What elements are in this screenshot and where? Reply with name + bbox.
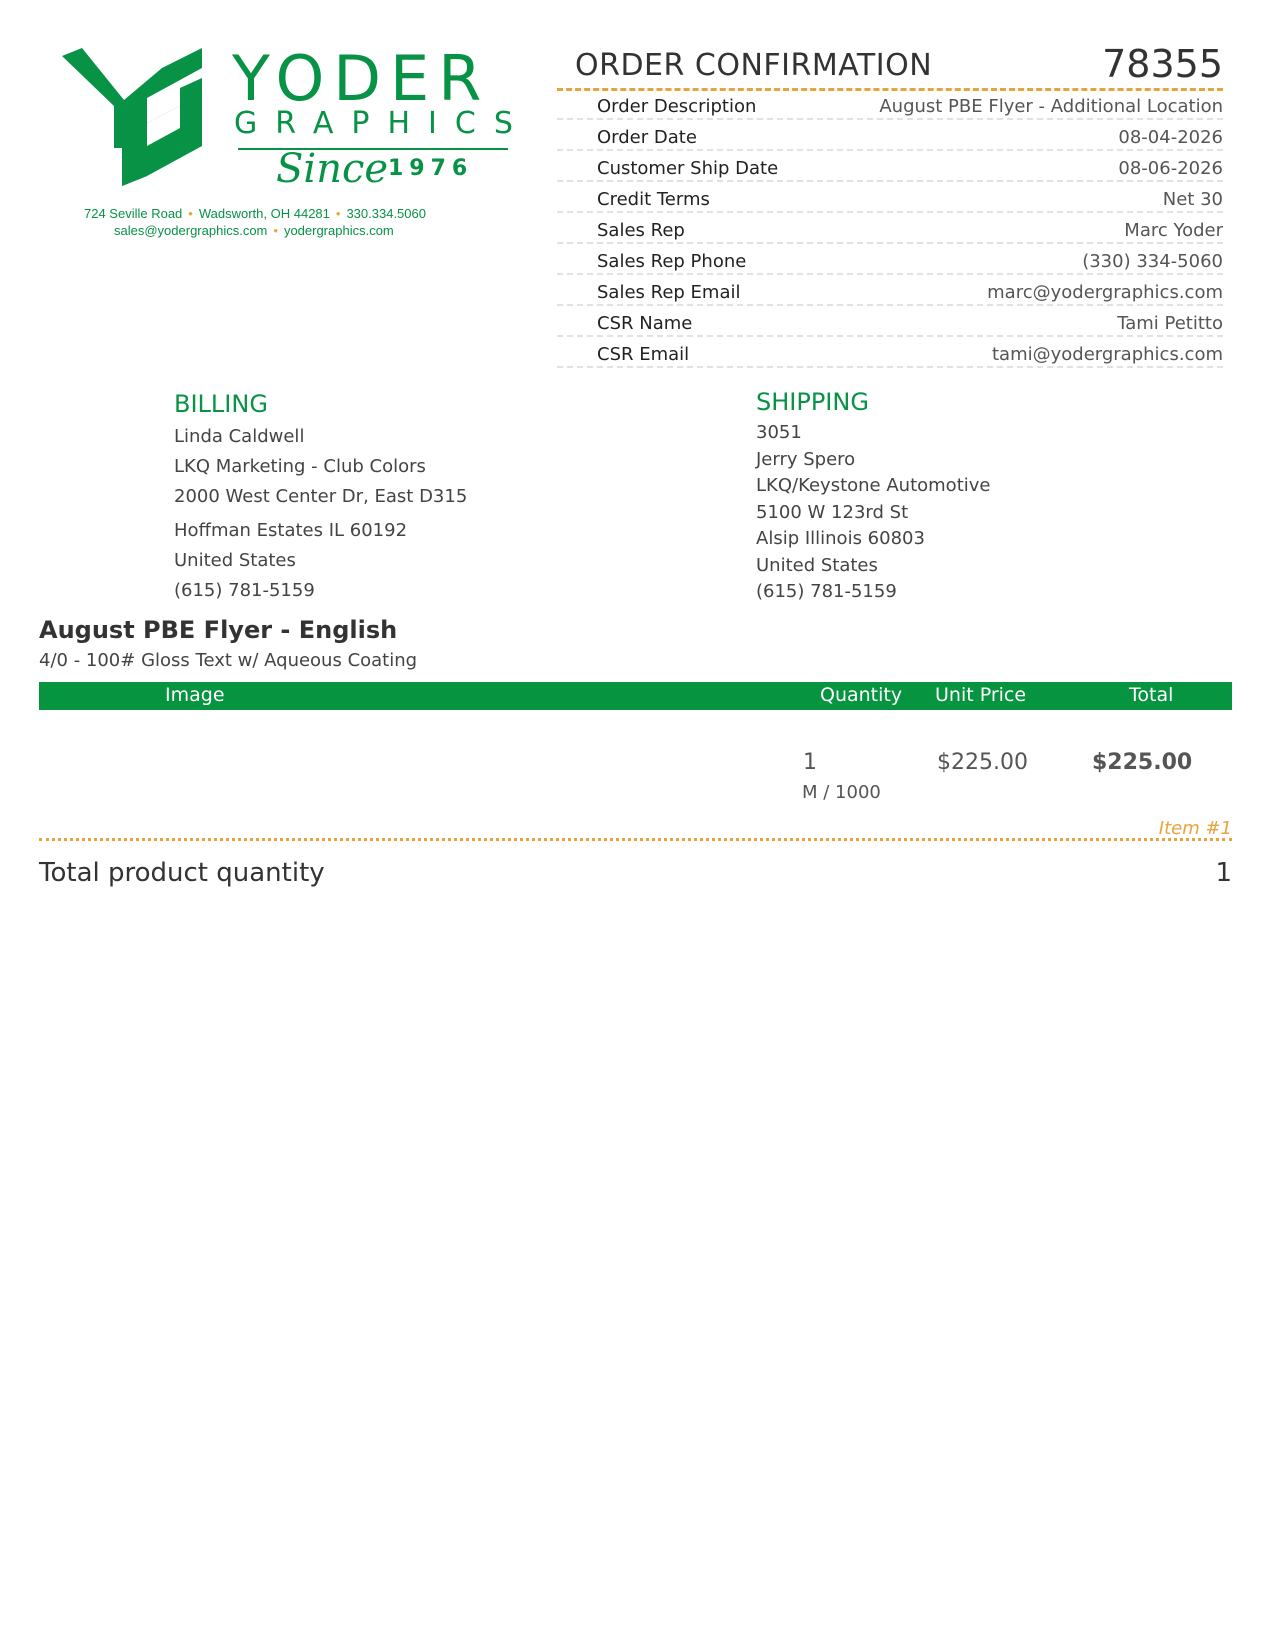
order-number: 78355 — [1102, 42, 1223, 86]
detail-value: Net 30 — [1162, 189, 1223, 210]
detail-label: CSR Email — [597, 344, 690, 365]
total-quantity-label: Total product quantity — [39, 858, 325, 888]
billing-line: United States — [174, 550, 296, 571]
column-header-unit-price: Unit Price — [935, 684, 1027, 706]
order-title: ORDER CONFIRMATION — [575, 48, 933, 83]
detail-label: Sales Rep Phone — [597, 251, 747, 272]
billing-heading: BILLING — [174, 390, 268, 418]
detail-value: 08-06-2026 — [1118, 158, 1223, 179]
brand-since-year: 1976 — [388, 156, 474, 181]
shipping-address — [756, 388, 990, 606]
order-details-table — [557, 91, 1223, 368]
line-item-quantity: 1 — [803, 750, 817, 775]
company-address-line — [84, 206, 426, 221]
company-website[interactable]: yodergraphics.com — [283, 223, 394, 238]
detail-value[interactable]: tami@yodergraphics.com — [991, 344, 1223, 365]
item-divider — [39, 838, 1232, 841]
billing-line: (615) 781-5159 — [174, 580, 315, 601]
separator-dot: • — [335, 206, 341, 221]
detail-value[interactable]: marc@yodergraphics.com — [987, 282, 1223, 303]
billing-line: Linda Caldwell — [174, 426, 305, 447]
shipping-heading: SHIPPING — [756, 388, 869, 416]
shipping-line: Alsip Illinois 60803 — [756, 528, 925, 549]
detail-label: Sales Rep — [597, 220, 685, 241]
line-item-quantity-unit: M / 1000 — [802, 782, 881, 803]
column-header-quantity: Quantity — [820, 684, 903, 706]
detail-label: Order Date — [597, 127, 697, 148]
detail-row-sales-rep-email — [557, 275, 1223, 306]
shipping-line: Jerry Spero — [756, 448, 856, 470]
detail-row-sales-rep — [557, 213, 1223, 244]
company-street: 724 Seville Road — [84, 206, 183, 221]
shipping-line: LKQ/Keystone Automotive — [756, 475, 991, 496]
detail-row-order-description — [557, 91, 1223, 120]
line-items-header — [39, 682, 1232, 710]
detail-value: (330) 334-5060 — [1082, 251, 1223, 272]
column-header-total: Total — [1129, 684, 1174, 706]
detail-row-csr-name — [557, 306, 1223, 337]
company-logo — [62, 42, 531, 248]
shipping-line: United States — [756, 554, 878, 576]
brand-name-yoder: YODER — [232, 42, 491, 115]
detail-label: Sales Rep Email — [597, 282, 741, 303]
product-title: August PBE Flyer - English — [39, 616, 398, 644]
company-contact-line — [114, 223, 394, 238]
product-spec: 4/0 - 100# Gloss Text w/ Aqueous Coating — [39, 650, 418, 671]
detail-label: CSR Name — [597, 313, 693, 334]
column-header-image: Image — [165, 684, 225, 706]
total-quantity-value: 1 — [1215, 858, 1232, 888]
detail-label: Credit Terms — [597, 189, 710, 210]
billing-line: 2000 West Center Dr, East D315 — [174, 486, 468, 507]
detail-value: 08-04-2026 — [1118, 127, 1223, 148]
billing-address — [174, 390, 467, 606]
detail-row-credit-terms — [557, 182, 1223, 213]
yoder-emblem-icon — [62, 48, 222, 198]
company-city: Wadsworth, OH 44281 — [198, 206, 330, 221]
brand-since-script: Since — [276, 146, 389, 192]
line-item-total: $225.00 — [1092, 750, 1193, 775]
detail-row-csr-email — [557, 337, 1223, 368]
billing-line: Hoffman Estates IL 60192 — [174, 520, 408, 541]
detail-row-sales-rep-phone — [557, 244, 1223, 275]
separator-dot: • — [273, 223, 278, 238]
company-email[interactable]: sales@yodergraphics.com — [114, 223, 268, 238]
separator-dot: • — [188, 206, 193, 221]
shipping-line: 5100 W 123rd St — [756, 501, 909, 523]
detail-row-order-date — [557, 120, 1223, 151]
shipping-line: (615) 781-5159 — [756, 581, 897, 602]
detail-row-customer-ship-date — [557, 151, 1223, 182]
billing-line: LKQ Marketing - Club Colors — [174, 456, 426, 477]
detail-value: Tami Petitto — [1117, 313, 1223, 334]
detail-label: Customer Ship Date — [597, 158, 779, 179]
detail-value: Marc Yoder — [1124, 220, 1223, 241]
line-item-unit-price: $225.00 — [937, 750, 1028, 775]
item-number-tag: Item #1 — [1158, 818, 1232, 839]
detail-label: Order Description — [597, 96, 757, 117]
brand-name-graphics: GRAPHICS — [234, 106, 531, 141]
company-phone: 330.334.5060 — [346, 206, 426, 221]
detail-value: August PBE Flyer - Additional Location — [879, 96, 1223, 117]
shipping-line: 3051 — [756, 422, 802, 443]
